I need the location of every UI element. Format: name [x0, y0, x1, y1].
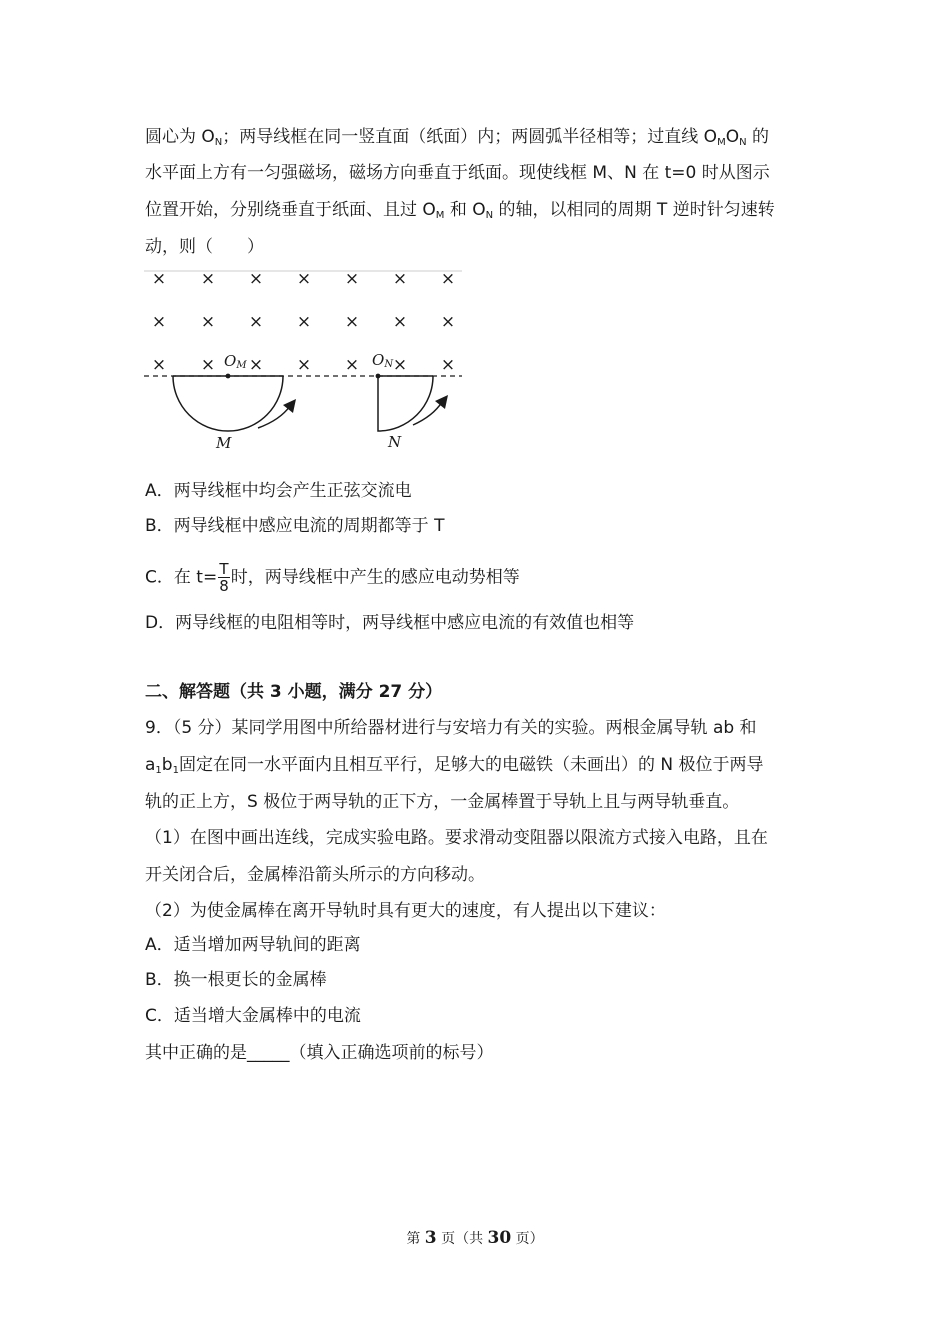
- fraction-t-over-8: [218, 561, 230, 594]
- subscript: N: [214, 137, 223, 148]
- field-cross-mark: ×: [392, 355, 408, 375]
- field-cross-mark: ×: [200, 355, 216, 375]
- om-label: OM: [224, 352, 247, 371]
- subscript: M: [435, 210, 445, 221]
- magnetic-field-figure: [140, 268, 470, 458]
- field-cross-mark: ×: [440, 312, 456, 332]
- page-footer: [0, 1228, 950, 1248]
- m-label: M: [216, 434, 232, 452]
- q8-option-d: D．两导线框的电阻相等时，两导线框中感应电流的有效值也相等: [145, 613, 635, 633]
- q8-line-1-text-d: 的: [746, 127, 769, 147]
- q8-line-1-text-c: O: [725, 127, 740, 147]
- q9-line-3: 轨的正上方，S 极位于两导轨的正下方，一金属棒置于导轨上且与两导轨垂直。: [145, 792, 740, 812]
- field-cross-mark: ×: [296, 355, 312, 375]
- footer-prefix: 第: [406, 1231, 425, 1247]
- field-cross-mark: ×: [248, 312, 264, 332]
- section-heading: 二、解答题（共 3 小题，满分 27 分）: [145, 682, 443, 702]
- fraction-denominator: 8: [219, 577, 229, 595]
- footer-page-number: 3: [424, 1228, 437, 1248]
- field-cross-mark: ×: [296, 269, 312, 289]
- q8-line-2: 水平面上方有一匀强磁场，磁场方向垂直于纸面。现使线框 M、N 在 t=0 时从图示: [145, 163, 770, 183]
- q9-line-2-text-c: 固定在同一水平面内且相互平行，足够大的电磁铁（未画出）的 N 极位于两导: [178, 755, 764, 775]
- q8-line-1-text-a: 圆心为 O: [145, 127, 215, 147]
- q8-line-3: [145, 199, 775, 221]
- field-cross-mark: ×: [151, 269, 167, 289]
- q9-line-5: 开关闭合后，金属棒沿箭头所示的方向移动。: [145, 865, 485, 885]
- field-cross-mark: ×: [440, 269, 456, 289]
- om-pivot: [226, 374, 231, 379]
- q8-option-c-prefix: C．在 t=: [145, 567, 218, 588]
- q9-line-2-text-b: b: [161, 755, 173, 775]
- q8-option-c: [145, 561, 520, 594]
- footer-suffix: 页）: [511, 1231, 544, 1247]
- q8-line-3-text-c: 的轴，以相同的周期 T 逆时针匀速转: [493, 200, 775, 220]
- q9-line-1: 9．（5 分）某同学用图中所给器材进行与安培力有关的实验。两根金属导轨 ab 和: [145, 718, 757, 738]
- q9-line-2: [145, 754, 764, 776]
- q9-option-c: C．适当增大金属棒中的电流: [145, 1006, 361, 1026]
- field-cross-mark: ×: [151, 312, 167, 332]
- field-cross-mark: ×: [248, 355, 264, 375]
- q8-line-1-text-b: ；两导线框在同一竖直面（纸面）内；两圆弧半径相等；过直线 O: [222, 127, 718, 147]
- field-cross-mark: ×: [392, 269, 408, 289]
- footer-mid: 页（共: [436, 1231, 488, 1247]
- q8-option-c-suffix: 时，两导线框中产生的感应电动势相等: [230, 567, 520, 588]
- q8-line-3-text-a: 位置开始，分别绕垂直于纸面、且过 O: [145, 200, 436, 220]
- subscript: 1: [172, 765, 179, 776]
- field-cross-mark: ×: [200, 312, 216, 332]
- rotation-arrow-n-head: [435, 395, 448, 409]
- q9-line-6: （2）为使金属棒在离开导轨时具有更大的速度，有人提出以下建议：: [145, 901, 666, 921]
- field-cross-mark: ×: [248, 269, 264, 289]
- q8-line-3-text-b: 和 O: [444, 200, 486, 220]
- q9-option-b: B．换一根更长的金属棒: [145, 970, 327, 990]
- field-cross-mark: ×: [344, 355, 360, 375]
- q9-line-2-text-a: a: [145, 755, 156, 775]
- on-pivot: [376, 374, 381, 379]
- field-cross-mark: ×: [392, 312, 408, 332]
- fraction-numerator: T: [219, 560, 229, 578]
- cross-grid: [152, 269, 455, 375]
- q8-option-b: B．两导线框中感应电流的周期都等于 T: [145, 516, 445, 536]
- on-label: ON: [372, 351, 394, 370]
- q8-line-4: 动，则（ ）: [145, 237, 264, 257]
- field-cross-mark: ×: [151, 355, 167, 375]
- subscript: 1: [155, 765, 162, 776]
- q8-option-a: A．两导线框中均会产生正弦交流电: [145, 481, 412, 501]
- n-label: N: [388, 433, 402, 451]
- subscript: N: [739, 137, 747, 148]
- footer-total-pages: 30: [487, 1228, 512, 1248]
- field-cross-mark: ×: [344, 312, 360, 332]
- frame-m-semicircle: [173, 376, 283, 431]
- field-cross-mark: ×: [344, 269, 360, 289]
- subscript: M: [717, 137, 726, 148]
- frame-n-quarter-circle: [378, 376, 433, 431]
- q8-line-1: [145, 126, 769, 148]
- q9-option-a: A．适当增加两导轨间的距离: [145, 935, 361, 955]
- field-cross-mark: ×: [296, 312, 312, 332]
- field-cross-mark: ×: [200, 269, 216, 289]
- q9-answer-line: 其中正确的是_____（填入正确选项前的标号）: [145, 1043, 494, 1063]
- subscript: N: [485, 210, 494, 221]
- q9-line-4: （1）在图中画出连线，完成实验电路。要求滑动变阻器以限流方式接入电路，且在: [145, 828, 768, 848]
- rotation-arrow-m: [258, 406, 290, 428]
- field-cross-mark: ×: [440, 355, 456, 375]
